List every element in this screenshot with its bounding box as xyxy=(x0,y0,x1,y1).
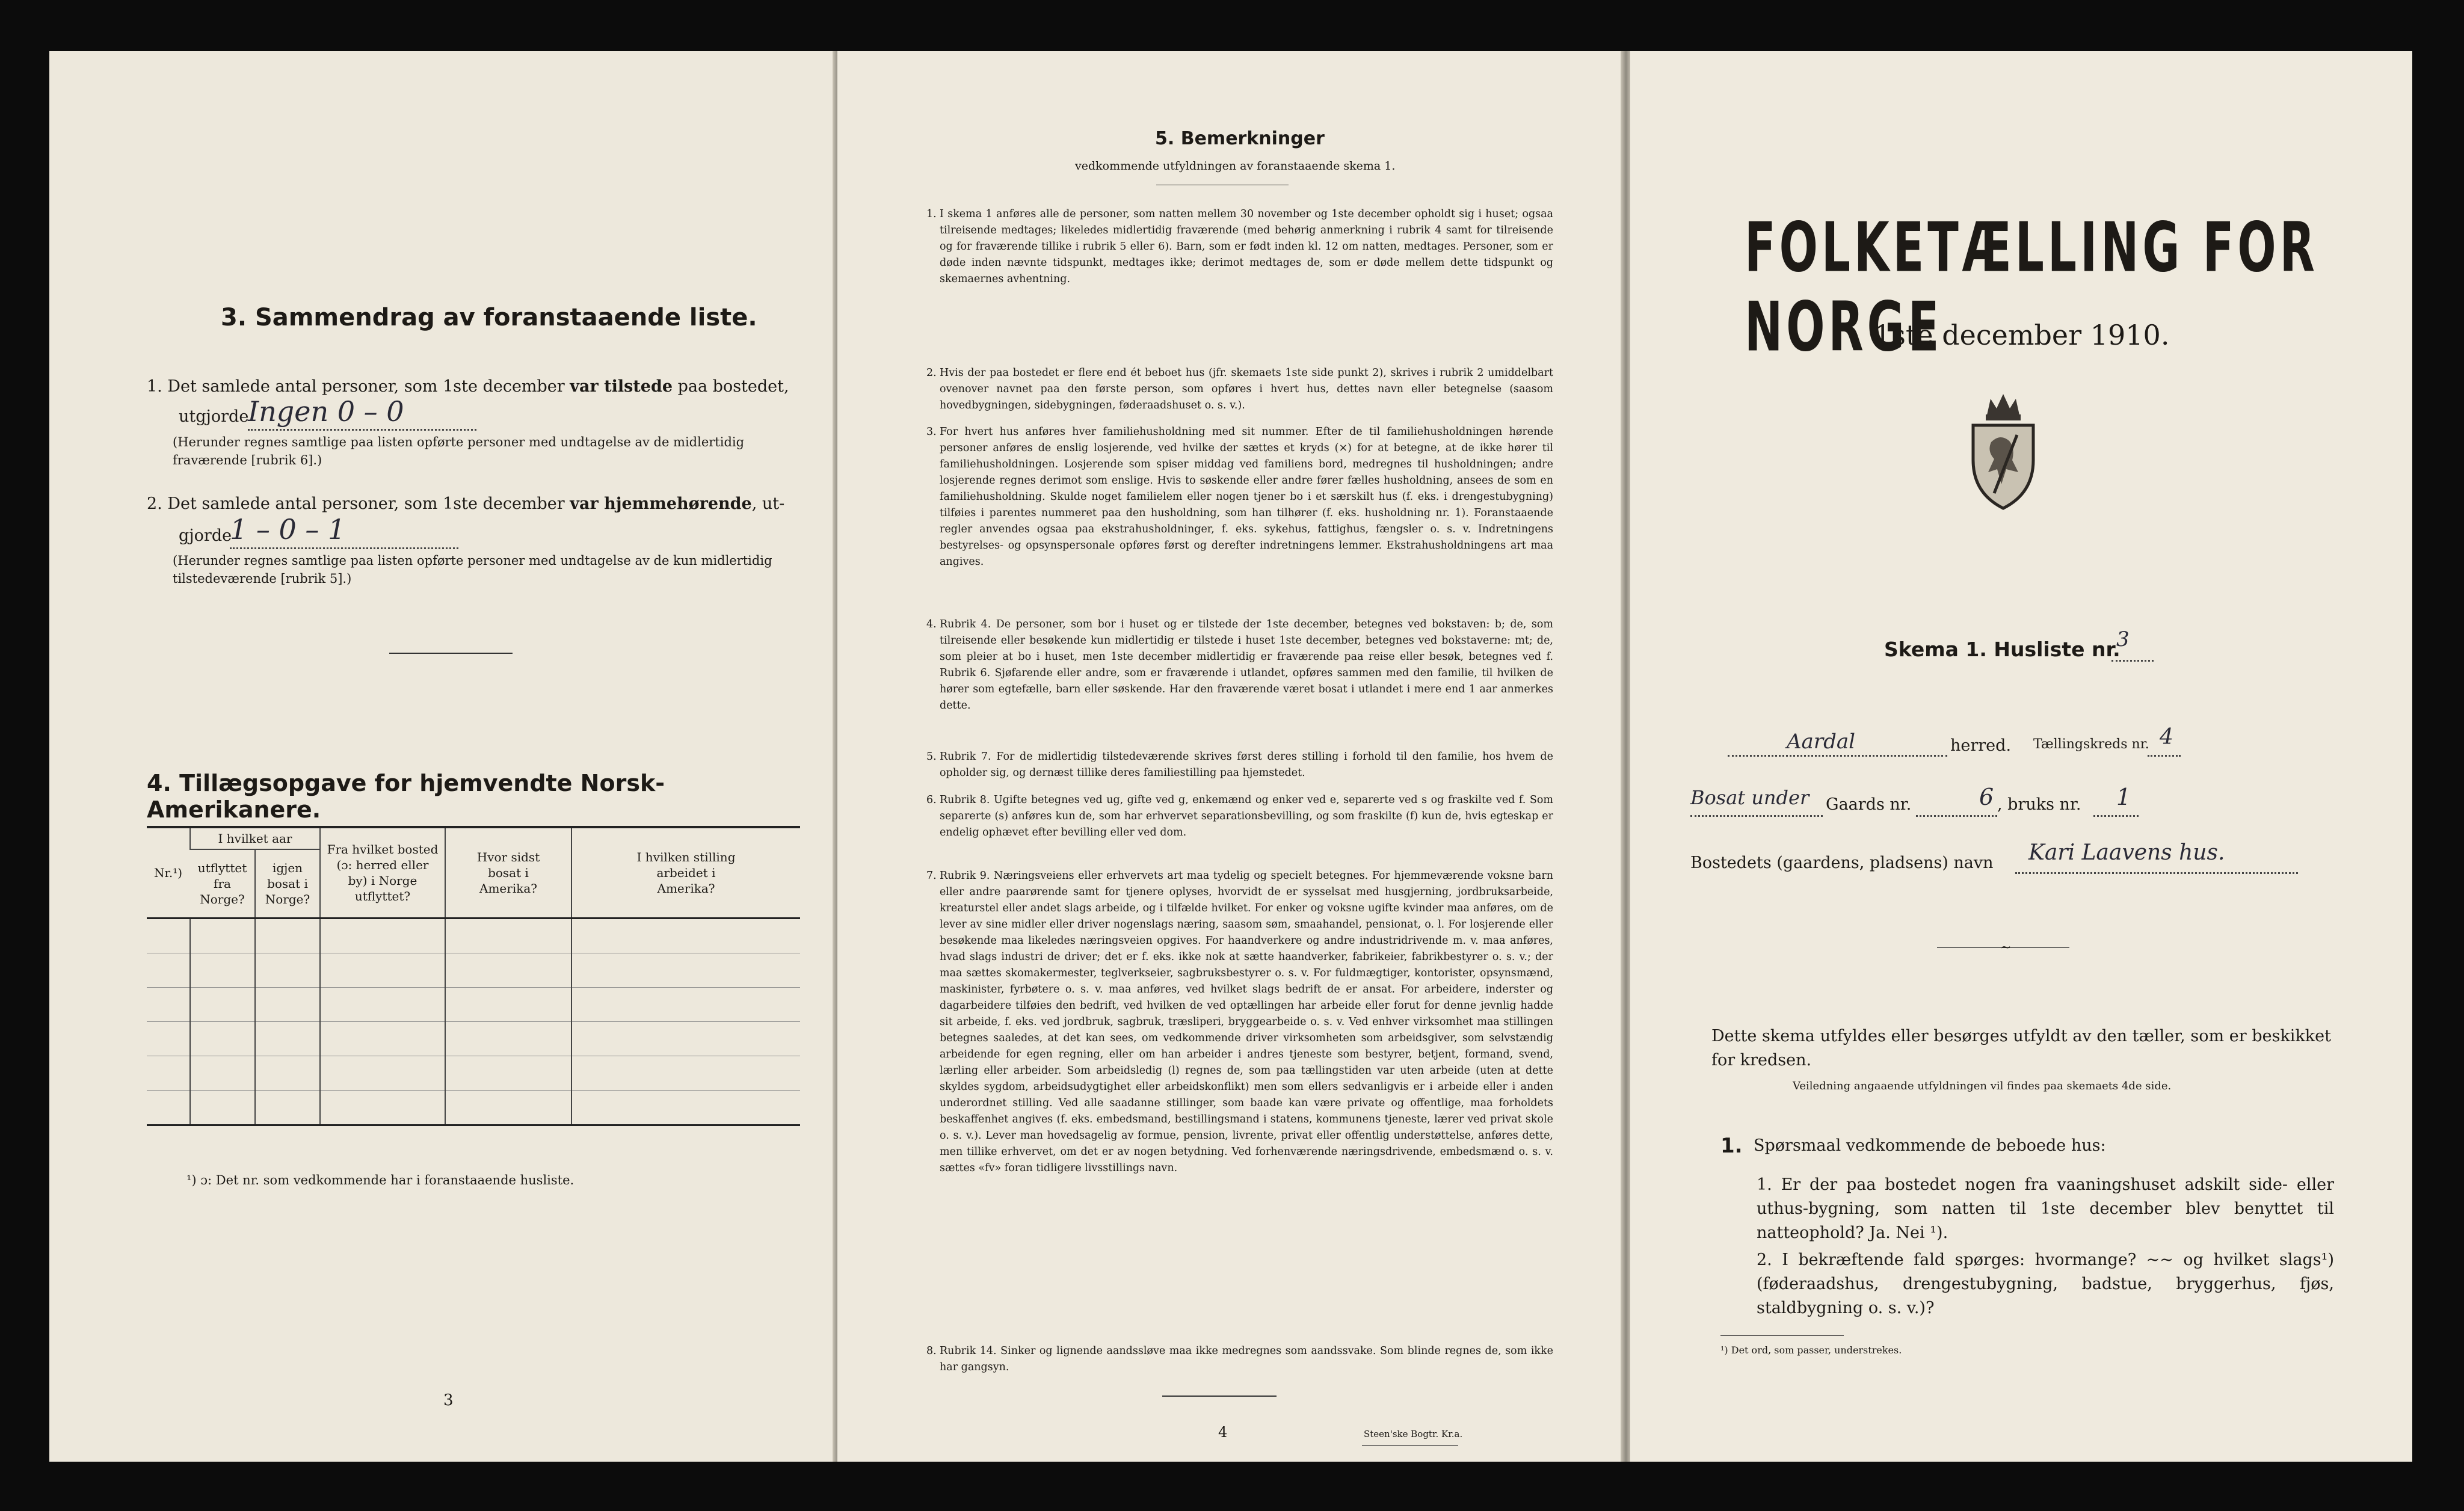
page-3 xyxy=(49,51,833,1462)
page-number: 3 xyxy=(443,1391,454,1409)
col-nr: Nr.¹) xyxy=(147,827,190,919)
question-2: 2. I bekræftende fald spørges: hvormange? ~~ og hvilket slags¹) (føderaadshus, drengestubygning, badstue, bryggerhus, fjøs, staldbygning o. s. v.)? xyxy=(1757,1251,2334,1317)
herred-label: herred. xyxy=(1950,736,2012,755)
remark-3: 3. For hvert hus anføres hver familiehusholdning med sit nummer. Efter de til familiehusholdningen hørende personer anføres de enslig losjerende, ved hvilke der sættes et kryds (×) for at betegne, at de ikke hører til familiehusholdningen. Losjerende som spiser middag ved familiens bord, medregnes til husholdningen; andre losjerende regnes derimot som enslige. Hvis to søskende eller andre fører fælles husholdning, ansees de som en familiehusholdning. Skulde noget familielem eller nogen tjener bo i et særskilt hus (f. eks. i drengestubygning) tilføies i parentes nummeret paa den husholdning, som han tilhører (f. eks. husholdning nr. 1). Foranstaaende regler anvendes ogsaa paa ekstrahusholdninger, f. eks. sykehus, fattighus, fængsler o. s. v. Indretningens bestyrelses- og opsynspersonale opføres først og derefter indretningens lemmer. Ekstrahusholdningens art maa angives. xyxy=(926,426,1553,568)
norsk-amerikanere-table xyxy=(147,826,800,1126)
gaard-label: Gaards nr. xyxy=(1826,795,1912,814)
col-hvor: Hvor sidst bosat i Amerika? xyxy=(445,827,571,919)
table-row xyxy=(147,953,800,988)
bosted-value: Kari Laavens hus. xyxy=(2028,840,2225,865)
summary-item-1: 1. Det samlede antal personer, som 1ste december var tilstede paa bostedet, xyxy=(147,377,789,396)
col-group-aar: I hvilket aar xyxy=(190,827,320,849)
herred-value: Aardal xyxy=(1787,730,1855,754)
census-date: 1ste december 1910. xyxy=(1874,319,2170,351)
col-utflyttet: utflyttet fra Norge? xyxy=(197,861,247,906)
page-number: 4 xyxy=(1218,1424,1228,1441)
table-row xyxy=(147,1091,800,1125)
col-stilling: I hvilken stilling arbeidet i Amerika? xyxy=(571,827,800,919)
page-4 xyxy=(837,51,1621,1462)
bruks-label: , bruks nr. xyxy=(1997,795,2081,814)
remarks-title: 5. Bemerkninger xyxy=(1155,128,1325,149)
handwritten-count-resident: 1 – 0 – 1 xyxy=(230,513,346,546)
remark-2: 2. Hvis der paa bostedet er flere end ét beboet hus (jfr. skemaets 1ste side punkt 2), skrives i rubrik 2 umiddelbart ovenover navnet paa den første person, som opføres i hvert hus, dettes navn eller betegnelse (saasom hovedbygningen, sidebygningen, føderaadshuset o. s. v.). xyxy=(926,367,1553,411)
kreds-value: 4 xyxy=(2160,725,2173,749)
table-row xyxy=(147,988,800,1022)
summary-note-2: (Herunder regnes samtlige paa listen opførte personer med undtagelse av de kun midlertidig tilstedeværende [rubrik 5].) xyxy=(173,553,772,586)
utgjorde-label-1: utgjorde xyxy=(179,407,249,426)
handwritten-count-present: Ingen 0 – 0 xyxy=(248,395,404,428)
remark-4: 4. Rubrik 4. De personer, som bor i huset og er tilstede der 1ste december, betegnes ved bokstaven: b; de, som tilreisende eller besøkende kun midlertidig er tilstede i huset 1ste december, betegnes ved bokstaverne: mt; de, som pleier at bo i huset, men 1ste december midlertidig er fraværende paa reise eller besøk, betegnes ved f. Rubrik 6. Sjøfarende eller andre, som er fraværende i utlandet, opføres sammen med den familie, til hvilken de hører som egtefælle, barn eller søskende. Har den fraværende været bosat i utlandet i mere end 1 aar anmerkes dette. xyxy=(926,618,1553,712)
census-title: FOLKETÆLLING FOR NORGE xyxy=(1745,208,2318,367)
question-head: Spørsmaal vedkommende de beboede hus: xyxy=(1754,1136,2106,1155)
gaard-value: 6 xyxy=(1979,784,1994,810)
table-row xyxy=(147,1022,800,1056)
skema-label: Skema 1. Husliste nr. xyxy=(1884,638,2121,661)
table-footnote: ¹) ɔ: Det nr. som vedkommende har i foranstaaende husliste. xyxy=(186,1173,574,1187)
col-fra: Fra hvilket bosted (ɔ: herred eller by) i Norge utflyttet? xyxy=(320,827,445,919)
summary-item-2: 2. Det samlede antal personer, som 1ste december var hjemmehørende, ut- xyxy=(147,494,785,513)
divider xyxy=(389,653,513,654)
section-4-title: 4. Tillægsopgave for hjemvendte Norsk-Amerikanere. xyxy=(147,770,665,823)
page-1-cover: FOLKETÆLLING FOR NORGE 1ste december 1910. Skema 1. Husliste nr. 3 Aardal herred. Tællingskreds nr. 4 Bosat under Gaards nr. 6 , bruks nr. 1 Bostedets (gaardens, pladsens) navn Kari Laavens hus. ~ Dette skema utfyldes eller besørges utfyldt av den tæller, som er beskikket for kredsen. Veiledning angaaende utfyldningen vil findes paa skemaets 4de side. 1. Spørsmaal vedkommende de beboede hus: 1. Er der paa bostedet nogen fra vaaningshuset adskilt side- eller uthus-bygning, som natten til 1ste december blev benyttet til natteophold? Ja. Nei ¹). 2. I bekræftende fald spørges: hvormange? ~~ og hvilket slags¹) (føderaadshus, drengestubygning, badstue, bryggerhus, fjøs, staldbygning o. s. v.)? ¹) Det ord, som passer, understrekes. xyxy=(1630,51,2412,1462)
col-igjen: igjen bosat i Norge? xyxy=(255,849,320,919)
veiledning-text: Veiledning angaaende utfyldningen vil findes paa skemaets 4de side. xyxy=(1793,1080,2172,1092)
kreds-label: Tællingskreds nr. xyxy=(2033,737,2149,752)
intro-text: Dette skema utfyldes eller besørges utfyldt av den tæller, som er beskikket for kredsen. xyxy=(1711,1027,2331,1069)
remark-8: 8. Rubrik 14. Sinker og lignende aandssløve maa ikke medregnes som aandssvake. Som blinde regnes de, som ikke har gangsyn. xyxy=(926,1345,1553,1373)
summary-note-1: (Herunder regnes samtlige paa listen opførte personer med undtagelse av de midlertidig fraværende [rubrik 6].) xyxy=(173,435,745,467)
table-row xyxy=(147,1056,800,1091)
printer-mark: Steen'ske Bogtr. Kr.a. xyxy=(1364,1429,1463,1439)
utgjorde-label-2: gjorde xyxy=(179,526,232,545)
remarks-subtitle: vedkommende utfyldningen av foranstaaende skema 1. xyxy=(1075,159,1396,173)
remark-7: 7. Rubrik 9. Næringsveiens eller erhvervets art maa tydelig og specielt betegnes. For hjemmeværende voksne barn eller andre paarørende samt for tjenere oplyses, hvorvidt de er sysselsat med husgjerning, jordbruksarbeide, kreaturstel eller andet slags arbeide, og i tilfælde hvilket. For enker og voksne ugifte kvinder maa anføres, om de lever av sine midler eller driver nogenslags næring, saasom søm, smaahandel, pensionat, o. l. For losjerende eller besøkende maa likeledes næringsveien opgives. For haandverkere og andre industridrivende m. v. maa anføres, hvad slags industri de driver; det er f. eks. ikke nok at sætte haandverker, fabrikeier, fabrikbestyrer o. s. v.; der maa sættes skomakermester, teglverkseier, sagbruksbestyrer o. s. v. For fuldmægtiger, kontorister, opsynsmænd, maskinister, fyrbøtere o. s. v. maa anføres, ved hvilket slags bedrift de er ansat. For arbeidere, inderster og dagarbeidere tilføies den bedrift, ved hvilken de ved optællingen har arbeide eller forut for denne jevnlig hadde sit arbeide, f. eks. ved jordbruk, sagbruk, træsliperi, bryggearbeide o. s. v. Ved enhver virksomhet maa stillingen betegnes saaledes, at det kan sees, om vedkommende driver virksomheten som arbeidsgiver, som selvstændig arbeidende for egen regning, eller om han arbeider i andres tjeneste som bestyrer, betjent, formand, svend, lærling eller arbeider. Som arbeidsledig (l) regnes de, som paa tællingstiden var uten arbeide (uten at dette skyldes sygdom, arbeidsudygtighet eller arbeidskonflikt) men som ellers sedvanligvis er i arbeide eller i anden underordnet stilling. Ved alle saadanne stillinger, som baade kan være private og offentlige, maa forholdets beskaffenhet angives (f. eks. embedsmand, bestillingsmand i statens, kommunens tjeneste, lærer ved privat skole o. s. v.). Lever man hovedsagelig av formue, pension, livrente, privat eller offentlig understøttelse, anføres dette, men tillike erhvervet, om det er av nogen betydning. Ved forhenværende næringsdrivende, embedsmænd o. s. v. sættes «fv» foran tidligere livsstillings navn. xyxy=(926,870,1553,1174)
bosted-label: Bostedets (gaardens, pladsens) navn xyxy=(1690,854,1994,872)
question-head-number: 1. xyxy=(1720,1134,1743,1158)
remark-5: 5. Rubrik 7. For de midlertidig tilstedeværende skrives først deres stilling i forhold til den familie, hos hvem de opholder sig, og dernæst tillike deres familiestilling paa hjemstedet. xyxy=(926,751,1553,779)
section-3-title: 3. Sammendrag av foranstaaende liste. xyxy=(221,304,757,331)
gaard-prefix: Bosat under xyxy=(1690,786,1810,809)
remark-6: 6. Rubrik 8. Ugifte betegnes ved ug, gifte ved g, enkemænd og enker ved e, separerte ved s og fraskilte ved f. Som separerte (s) anføres kun de, som har erhvervet separationsbevilling, og som fraskilte (f) kun de, hvis egteskap er endelig ophævet efter bevilling eller ved dom. xyxy=(926,794,1553,839)
cover-footnote: ¹) Det ord, som passer, understrekes. xyxy=(1720,1344,1902,1356)
question-1: 1. Er der paa bostedet nogen fra vaaningshuset adskilt side- eller uthus-bygning, som natten til 1ste december blev benyttet til natteophold? Ja. Nei ¹). xyxy=(1757,1175,2334,1242)
bruks-value: 1 xyxy=(2116,784,2131,810)
husliste-nr-value: 3 xyxy=(2116,627,2130,651)
remark-1: 1. I skema 1 anføres alle de personer, som natten mellem 30 november og 1ste december opholdt sig i huset; ogsaa tilreisende medtages; likeledes midlertidig fraværende (med behørig anmerkning i rubrik 4 samt for tilreisende og for fraværende tillike i rubrik 5 eller 6). Barn, som er født inden kl. 12 om natten, medtages. Personer, som er døde inden nævnte tidspunkt, medtages ikke; derimot medtages de, som er døde mellem dette tidspunkt og skemaernes avhentning. xyxy=(926,208,1553,285)
table-row xyxy=(147,919,800,953)
norway-coat-of-arms-icon xyxy=(1964,388,2042,511)
